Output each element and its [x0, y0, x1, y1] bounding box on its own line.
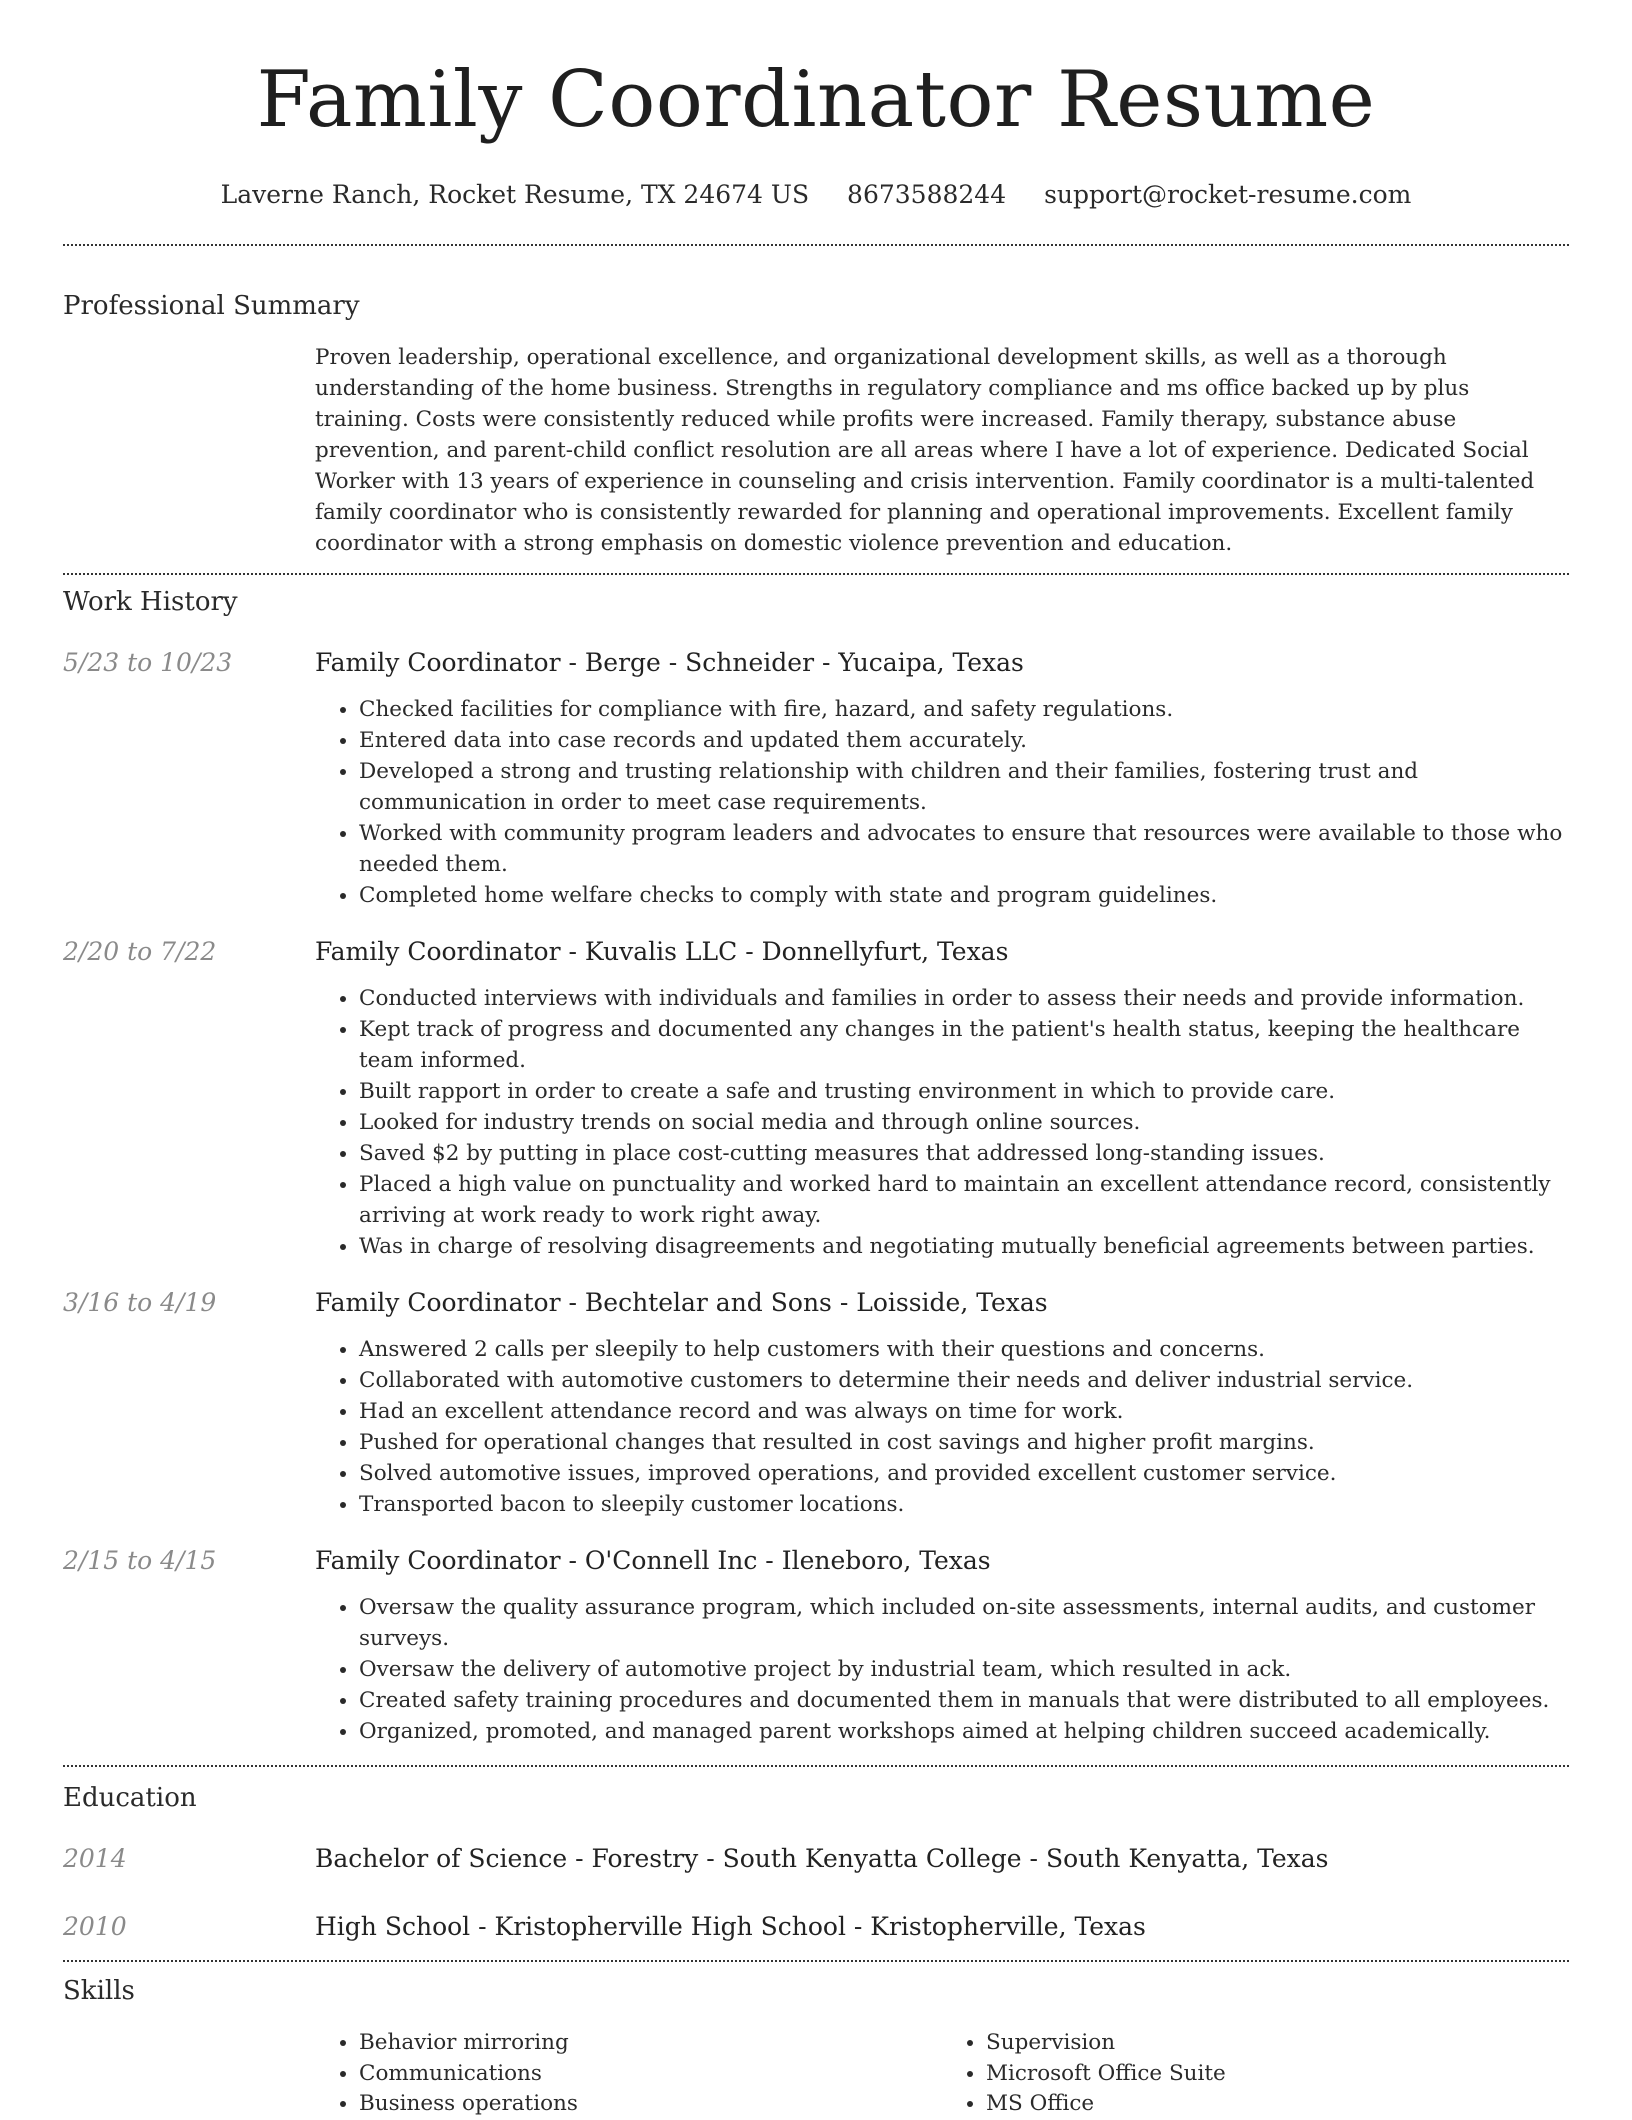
job-bullet: • Completed home welfare checks to comply with state and program guidelines.	[359, 880, 1569, 911]
job-bullets	[315, 694, 1569, 911]
job-bullets	[315, 1592, 1569, 1747]
job-entry	[63, 1544, 1569, 1747]
job-bullet: • Created safety training procedures and documented them in manuals that were distributed to all employees.	[359, 1685, 1569, 1716]
section-divider	[63, 244, 1569, 246]
contact-address: Laverne Ranch, Rocket Resume, TX 24674 US	[220, 180, 810, 209]
job-bullet: • Conducted interviews with individuals and families in order to assess their needs and provide information.	[359, 983, 1569, 1014]
contact-line	[63, 178, 1569, 212]
skills-heading: Skills	[63, 1976, 135, 2006]
job-bullet: • Transported bacon to sleepily customer locations.	[359, 1489, 1569, 1520]
contact-email: support@rocket-resume.com	[1044, 180, 1412, 209]
job-bullet: • Was in charge of resolving disagreements and negotiating mutually beneficial agreements between parties.	[359, 1231, 1569, 1262]
section-divider	[63, 1960, 1569, 1962]
education-heading: Education	[63, 1783, 197, 1813]
job-dates: 5/23 to 10/23	[63, 648, 233, 677]
job-entry	[63, 1286, 1569, 1520]
job-bullet: • Entered data into case records and updated them accurately.	[359, 725, 1569, 756]
job-bullet: • Collaborated with automotive customers to determine their needs and deliver industrial service.	[359, 1365, 1569, 1396]
work-history-list	[63, 646, 1569, 1747]
education-degree: Bachelor of Science - Forestry - South Kenyatta College - South Kenyatta, Texas	[315, 1844, 1329, 1873]
job-bullet: • Saved $2 by putting in place cost-cutting measures that addressed long-standing issues.	[359, 1138, 1569, 1169]
skills-list	[315, 2028, 1569, 2120]
job-title: Family Coordinator - O'Connell Inc - Ileneboro, Texas	[315, 1546, 991, 1575]
skill-item: • Supervision	[986, 2028, 1569, 2059]
job-bullet: • Organized, promoted, and managed parent workshops aimed at helping children succeed academically.	[359, 1716, 1569, 1747]
education-entry	[63, 1910, 1569, 1944]
education-year: 2014	[63, 1844, 127, 1873]
job-bullet: • Pushed for operational changes that resulted in cost savings and higher profit margins.	[359, 1427, 1569, 1458]
work-history-heading: Work History	[63, 587, 238, 617]
job-title: Family Coordinator - Berge - Schneider - Yucaipa, Texas	[315, 648, 1024, 677]
section-divider	[63, 1765, 1569, 1767]
job-dates: 2/15 to 4/15	[63, 1546, 217, 1575]
job-bullets	[315, 983, 1569, 1262]
job-bullet: • Developed a strong and trusting relationship with children and their families, fostering trust and communication in order to meet case requirements.	[359, 756, 1569, 818]
skill-item: • MS Office	[986, 2089, 1569, 2120]
skills-column-right	[942, 2028, 1569, 2120]
skill-item: • Microsoft Office Suite	[986, 2059, 1569, 2090]
skills-column-left	[315, 2028, 942, 2120]
job-dates: 3/16 to 4/19	[63, 1288, 217, 1317]
job-bullet: • Checked facilities for compliance with fire, hazard, and safety regulations.	[359, 694, 1569, 725]
skill-item: • Behavior mirroring	[359, 2028, 942, 2059]
job-bullet: • Oversaw the quality assurance program, which included on-site assessments, internal audits, and customer surveys.	[359, 1592, 1569, 1654]
section-divider	[63, 573, 1569, 575]
skill-item: • Communications	[359, 2059, 942, 2090]
job-bullet: • Oversaw the delivery of automotive project by industrial team, which resulted in ack.	[359, 1654, 1569, 1685]
page-title: Family Coordinator Resume	[256, 55, 1376, 145]
education-degree: High School - Kristopherville High School - Kristopherville, Texas	[315, 1912, 1146, 1941]
job-bullet: • Kept track of progress and documented any changes in the patient's health status, keeping the healthcare team informed.	[359, 1014, 1569, 1076]
job-entry	[63, 646, 1569, 911]
summary-text: Proven leadership, operational excellence, and organizational development skills, as well as a thorough understanding of the home business. Strengths in regulatory compliance and ms office backed up by plus training. Costs were consistently reduced while profits were increased. Family therapy, substance abuse prevention, and parent-child conflict resolution are all areas where I have a lot of experience. Dedicated Social Worker with 13 years of experience in counseling and crisis intervention. Family coordinator is a multi-talented family coordinator who is consistently rewarded for planning and operational improvements. Excellent family coordinator with a strong emphasis on domestic violence prevention and education.	[315, 345, 1535, 556]
job-title: Family Coordinator - Kuvalis LLC - Donnellyfurt, Texas	[315, 937, 1009, 966]
education-entry	[63, 1842, 1569, 1876]
job-bullet: • Had an excellent attendance record and was always on time for work.	[359, 1396, 1569, 1427]
job-bullet: • Solved automotive issues, improved operations, and provided excellent customer service.	[359, 1458, 1569, 1489]
job-bullet: • Worked with community program leaders and advocates to ensure that resources were available to those who needed them.	[359, 818, 1569, 880]
job-title: Family Coordinator - Bechtelar and Sons - Loisside, Texas	[315, 1288, 1048, 1317]
job-bullet: • Answered 2 calls per sleepily to help customers with their questions and concerns.	[359, 1334, 1569, 1365]
job-bullet: • Placed a high value on punctuality and worked hard to maintain an excellent attendance record, consistently arriving at work ready to work right away.	[359, 1169, 1569, 1231]
summary-heading: Professional Summary	[63, 291, 360, 321]
contact-phone: 8673588244	[847, 180, 1007, 209]
education-year: 2010	[63, 1912, 127, 1941]
job-entry	[63, 935, 1569, 1262]
skill-item: • Business operations	[359, 2089, 942, 2120]
job-bullet: • Looked for industry trends on social media and through online sources.	[359, 1107, 1569, 1138]
job-dates: 2/20 to 7/22	[63, 937, 217, 966]
job-bullets	[315, 1334, 1569, 1520]
job-bullet: • Built rapport in order to create a safe and trusting environment in which to provide care.	[359, 1076, 1569, 1107]
